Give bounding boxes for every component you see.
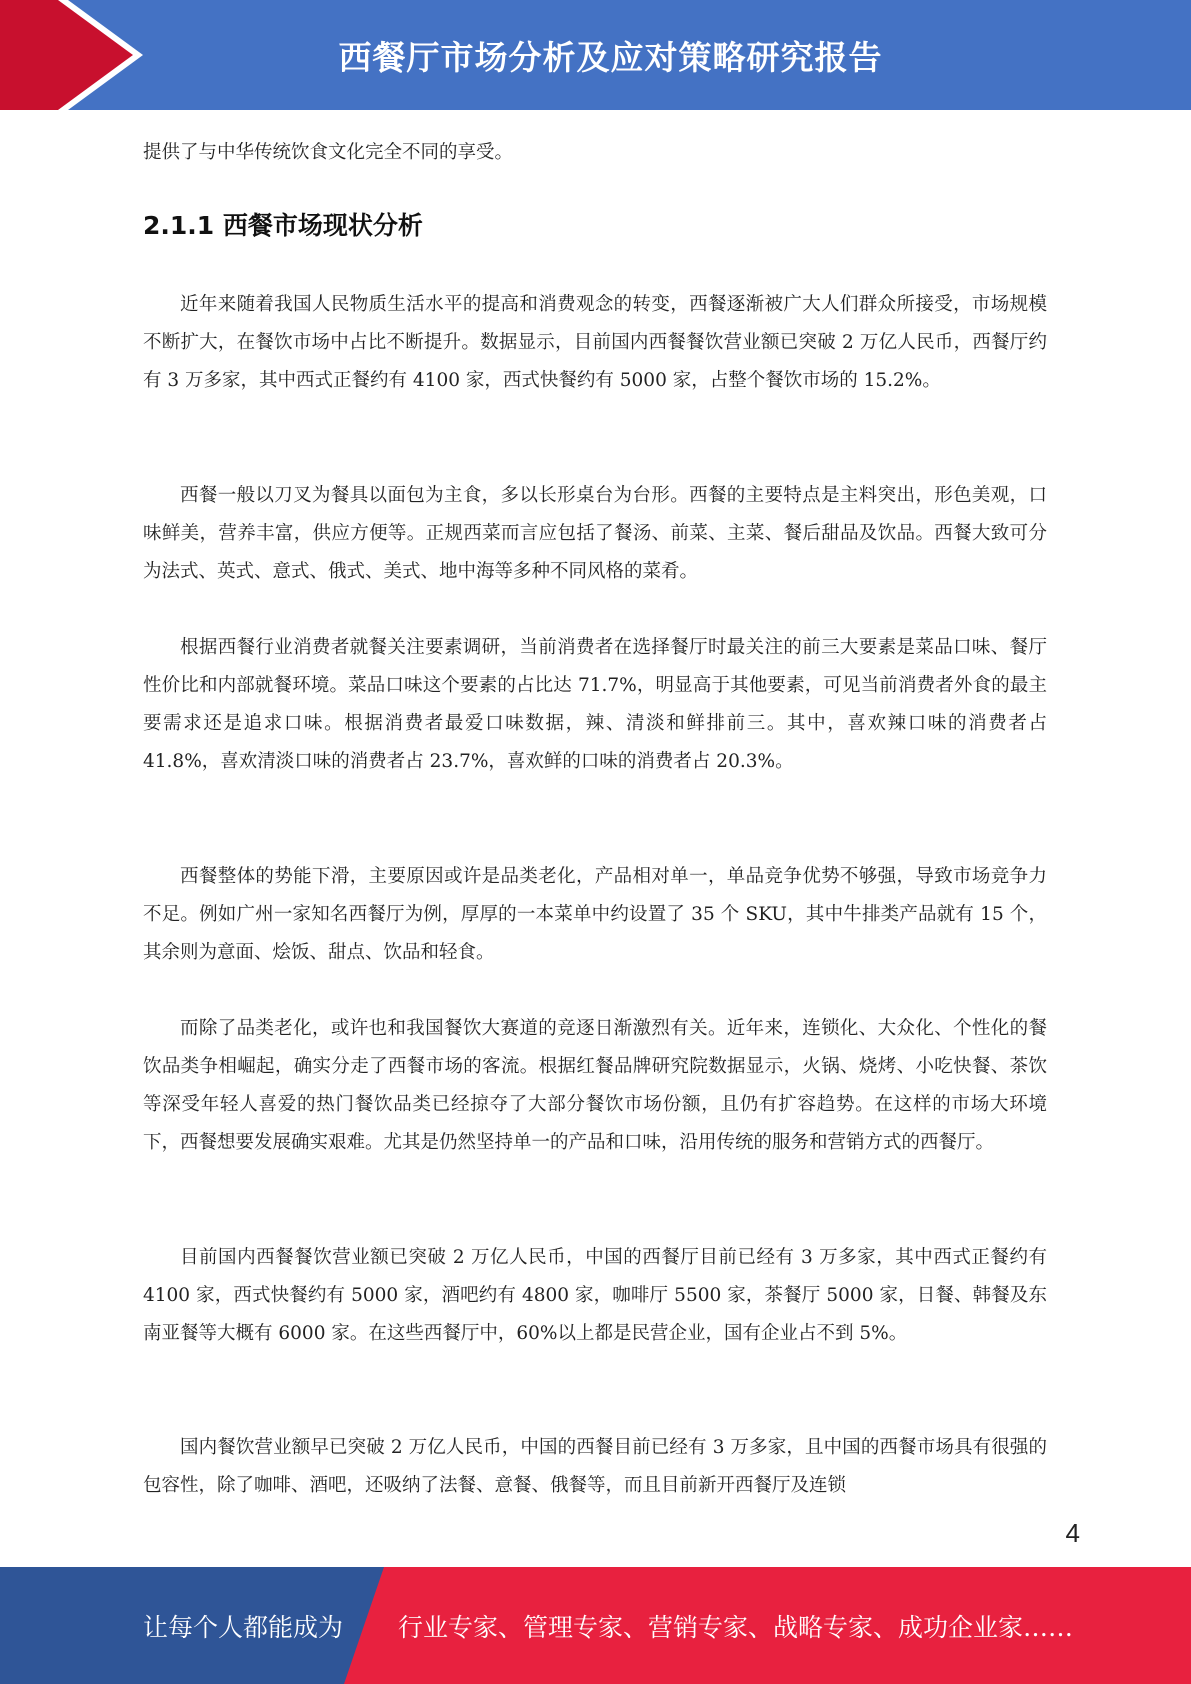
paragraph-restaurant-counts: 目前国内西餐餐饮营业额已突破 2 万亿人民币，中国的西餐厅目前已经有 3 万多家，其中西式正餐约有 4100 家，西式快餐约有 5000 家，酒吧约有 4800 家，咖啡厅 5500 家，茶餐厅 5000 家，日餐、韩餐及东南亚餐等大概有 6000 家。在这些西餐厅中，60%以上都是民营企业，国有企业占不到 5%。 [143, 1247, 1047, 1344]
intro-line: 提供了与中华传统饮食文化完全不同的享受。 [143, 142, 514, 163]
footer-slogan-left: 让每个人都能成为 [143, 1612, 344, 1642]
page-number: 4 [1065, 1518, 1080, 1548]
page-header [0, 0, 1191, 110]
paragraph-market-inclusiveness: 国内餐饮营业额早已突破 2 万亿人民币，中国的西餐目前已经有 3 万多家，且中国的西餐市场具有很强的包容性，除了咖啡、酒吧，还吸纳了法餐、意餐、俄餐等，而且目前新开西餐厅及连锁 [143, 1437, 1047, 1496]
section-heading: 2.1.1 西餐市场现状分析 [143, 211, 423, 240]
paragraph-market-size: 近年来随着我国人民物质生活水平的提高和消费观念的转变，西餐逐渐被广大人们群众所接受，市场规模不断扩大，在餐饮市场中占比不断提升。数据显示，目前国内西餐餐饮营业额已突破 2 万亿人民币，西餐厅约有 3 万多家，其中西式正餐约有 4100 家，西式快餐约有 5000 家，占整个餐饮市场的 15.2%。 [143, 294, 1047, 391]
page-footer [0, 1567, 1191, 1684]
paragraph-western-food-features: 西餐一般以刀叉为餐具以面包为主食，多以长形桌台为台形。西餐的主要特点是主料突出，形色美观，口味鲜美，营养丰富，供应方便等。正规西菜而言应包括了餐汤、前菜、主菜、餐后甜品及饮品。西餐大致可分为法式、英式、意式、俄式、美式、地中海等多种不同风格的菜肴。 [143, 485, 1047, 582]
footer-slogan-right: 行业专家、管理专家、营销专家、战略专家、成功企业家…… [398, 1612, 1074, 1642]
report-title: 西餐厅市场分析及应对策略研究报告 [338, 37, 883, 77]
paragraph-consumer-preferences: 根据西餐行业消费者就餐关注要素调研，当前消费者在选择餐厅时最关注的前三大要素是菜品口味、餐厅性价比和内部就餐环境。菜品口味这个要素的占比达 71.7%，明显高于其他要素，可见当前消费者外食的最主要需求还是追求口味。根据消费者最爱口味数据，辣、清淡和鲜排前三。其中，喜欢辣口味的消费者占 41.8%，喜欢清淡口味的消费者占 23.7%，喜欢鲜的口味的消费者占 20.3%。 [143, 637, 1047, 772]
paragraph-decline-reasons: 西餐整体的势能下滑，主要原因或许是品类老化，产品相对单一，单品竞争优势不够强，导致市场竞争力不足。例如广州一家知名西餐厅为例，厚厚的一本菜单中约设置了 35 个 SKU，其中牛排类产品就有 15 个，其余则为意面、烩饭、甜点、饮品和轻食。 [143, 866, 1047, 963]
paragraph-competition: 而除了品类老化，或许也和我国餐饮大赛道的竞逐日渐激烈有关。近年来，连锁化、大众化、个性化的餐饮品类争相崛起，确实分走了西餐市场的客流。根据红餐品牌研究院数据显示，火锅、烧烤、小吃快餐、茶饮等深受年轻人喜爱的热门餐饮品类已经掠夺了大部分餐饮市场份额，且仍有扩容趋势。在这样的市场大环境下，西餐想要发展确实艰难。尤其是仍然坚持单一的产品和口味，沿用传统的服务和营销方式的西餐厅。 [143, 1018, 1047, 1153]
